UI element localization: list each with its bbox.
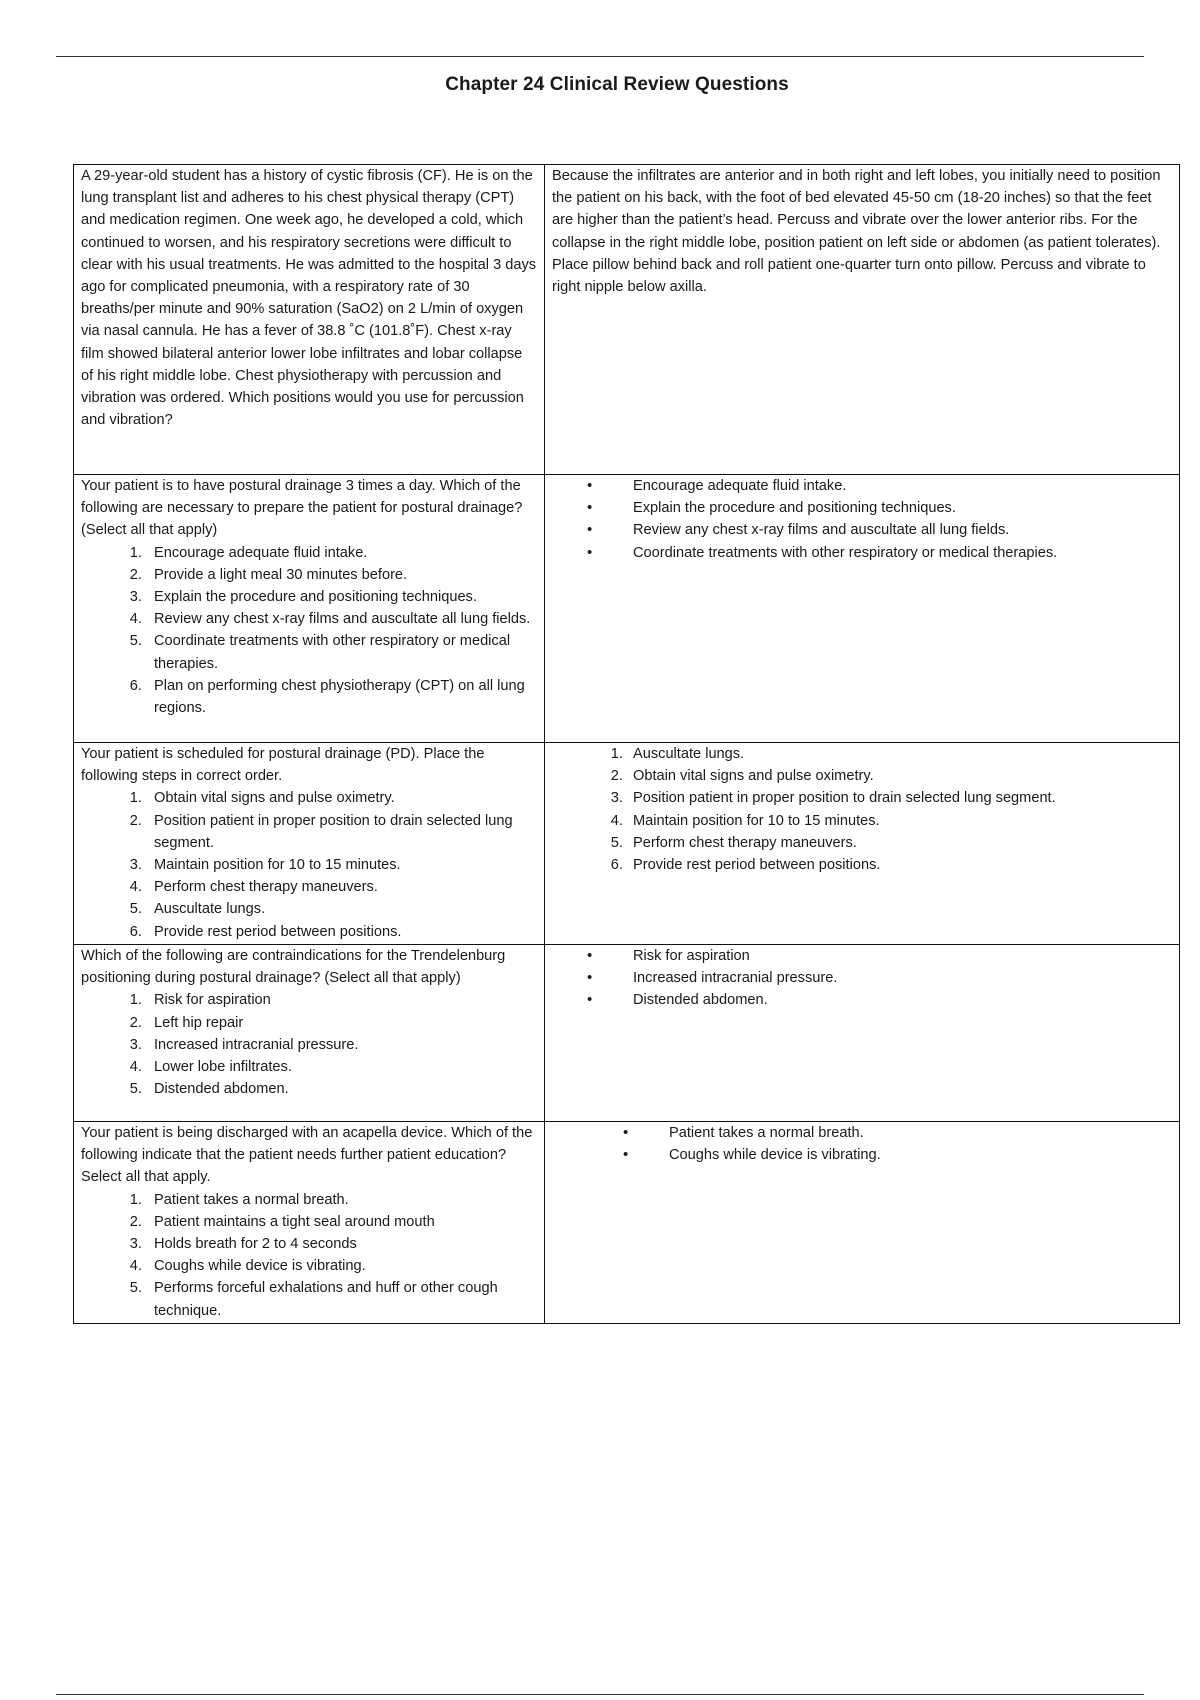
list-item: 2. Provide a light meal 30 minutes before. bbox=[146, 564, 538, 586]
answer-list bbox=[552, 945, 1173, 1012]
list-item: 5. Distended abdomen. bbox=[146, 1078, 538, 1100]
table-row bbox=[74, 945, 1180, 1122]
list-item: • Coordinate treatments with other respiratory or medical therapies. bbox=[627, 542, 1173, 564]
list-item: 3. Increased intracranial pressure. bbox=[146, 1034, 538, 1056]
list-item: 6. Plan on performing chest physiotherapy (CPT) on all lung regions. bbox=[146, 675, 538, 719]
answer-cell bbox=[545, 945, 1180, 1122]
question-text: Your patient is scheduled for postural drainage (PD). Place the following steps in correct order. bbox=[81, 746, 485, 785]
table-row bbox=[74, 1122, 1180, 1324]
answer-list bbox=[552, 743, 1173, 876]
list-item: 2. Left hip repair bbox=[146, 1012, 538, 1034]
list-item: • Distended abdomen. bbox=[627, 989, 1173, 1011]
list-item: • Review any chest x-ray films and auscultate all lung fields. bbox=[627, 519, 1173, 541]
table-row bbox=[74, 165, 1180, 475]
list-item: 5. Coordinate treatments with other respiratory or medical therapies. bbox=[146, 630, 538, 674]
list-item: 5. Auscultate lungs. bbox=[146, 898, 538, 920]
list-item: 3. Maintain position for 10 to 15 minutes. bbox=[146, 854, 538, 876]
question-text: Which of the following are contraindications for the Trendelenburg positioning during postural drainage? (Select all that apply) bbox=[81, 948, 506, 987]
list-item: 3. Explain the procedure and positioning techniques. bbox=[146, 586, 538, 608]
question-cell bbox=[74, 945, 545, 1122]
list-item: 1. Patient takes a normal breath. bbox=[146, 1189, 538, 1211]
answer-list bbox=[552, 1122, 1173, 1166]
list-item: 1. Obtain vital signs and pulse oximetry. bbox=[146, 787, 538, 809]
answer-cell bbox=[545, 475, 1180, 743]
list-item: 4. Perform chest therapy maneuvers. bbox=[146, 876, 538, 898]
list-item: • Coughs while device is vibrating. bbox=[663, 1144, 1173, 1166]
list-item: 4. Review any chest x-ray films and auscultate all lung fields. bbox=[146, 608, 538, 630]
option-list bbox=[81, 1189, 538, 1322]
question-text: Your patient is being discharged with an acapella device. Which of the following indicate that the patient needs further patient education? Select all that apply. bbox=[81, 1125, 533, 1186]
question-cell bbox=[74, 743, 545, 945]
list-item: 2. Obtain vital signs and pulse oximetry. bbox=[627, 765, 1173, 787]
question-cell bbox=[74, 475, 545, 743]
list-item: 1. Risk for aspiration bbox=[146, 989, 538, 1011]
answer-cell bbox=[545, 165, 1180, 475]
table-row bbox=[74, 743, 1180, 945]
list-item: 6. Provide rest period between positions. bbox=[627, 854, 1173, 876]
answer-list bbox=[552, 475, 1173, 564]
list-item: 3. Holds breath for 2 to 4 seconds bbox=[146, 1233, 538, 1255]
bottom-rule bbox=[56, 1694, 1144, 1695]
question-text: A 29-year-old student has a history of cystic fibrosis (CF). He is on the lung transplant list and adheres to his chest physical therapy (CPT) and medication regimen. One week ago, he developed a cold, which continued to worsen, and his respiratory secretions were difficult to clear with his usual treatments. He was admitted to the hospital 3 days ago for complicated pneumonia, with a respiratory rate of 30 breaths/per minute and 90% saturation (SaO2) on 2 L/min of oxygen via nasal cannula. He has a fever of 38.8 ˚C (101.8˚F). Chest x-ray film showed bilateral anterior lower lobe infiltrates and lobar collapse of his right middle lobe. Chest physiotherapy with percussion and vibration was ordered. Which positions would you use for percussion and vibration? bbox=[81, 168, 537, 429]
question-text: Your patient is to have postural drainage 3 times a day. Which of the following are necessary to prepare the patient for postural drainage? (Select all that apply) bbox=[81, 478, 523, 539]
list-item: • Encourage adequate fluid intake. bbox=[627, 475, 1173, 497]
review-questions-table bbox=[73, 164, 1180, 1324]
list-item: 1. Auscultate lungs. bbox=[627, 743, 1173, 765]
list-item: • Patient takes a normal breath. bbox=[663, 1122, 1173, 1144]
list-item: 4. Coughs while device is vibrating. bbox=[146, 1255, 538, 1277]
table-row bbox=[74, 475, 1180, 743]
option-list bbox=[81, 989, 538, 1100]
list-item: 5. Perform chest therapy maneuvers. bbox=[627, 832, 1173, 854]
page-title: Chapter 24 Clinical Review Questions bbox=[445, 74, 789, 95]
list-item: 5. Performs forceful exhalations and huff or other cough technique. bbox=[146, 1277, 538, 1321]
list-item: 4. Lower lobe infiltrates. bbox=[146, 1056, 538, 1078]
list-item: 3. Position patient in proper position to drain selected lung segment. bbox=[627, 787, 1173, 809]
list-item: 2. Patient maintains a tight seal around mouth bbox=[146, 1211, 538, 1233]
option-list bbox=[81, 787, 538, 942]
list-item: 1. Encourage adequate fluid intake. bbox=[146, 542, 538, 564]
answer-cell bbox=[545, 1122, 1180, 1324]
answer-cell bbox=[545, 743, 1180, 945]
option-list bbox=[81, 542, 538, 720]
list-item: 6. Provide rest period between positions. bbox=[146, 921, 538, 943]
list-item: 4. Maintain position for 10 to 15 minutes. bbox=[627, 810, 1173, 832]
list-item: • Risk for aspiration bbox=[627, 945, 1173, 967]
list-item: 2. Position patient in proper position to drain selected lung segment. bbox=[146, 810, 538, 854]
answer-text: Because the infiltrates are anterior and in both right and left lobes, you initially need to position the patient on his back, with the foot of bed elevated 45-50 cm (18-20 inches) so that the feet are higher than the patient’s head. Percuss and vibrate over the lower anterior ribs. For the collapse in the right middle lobe, position patient on left side or abdomen (as patient tolerates). Place pillow behind back and roll patient one-quarter turn onto pillow. Percuss and vibrate to right nipple below axilla. bbox=[552, 168, 1161, 296]
question-cell bbox=[74, 1122, 545, 1324]
list-item: • Increased intracranial pressure. bbox=[627, 967, 1173, 989]
list-item: • Explain the procedure and positioning techniques. bbox=[627, 497, 1173, 519]
top-rule bbox=[56, 56, 1144, 57]
question-cell bbox=[74, 165, 545, 475]
